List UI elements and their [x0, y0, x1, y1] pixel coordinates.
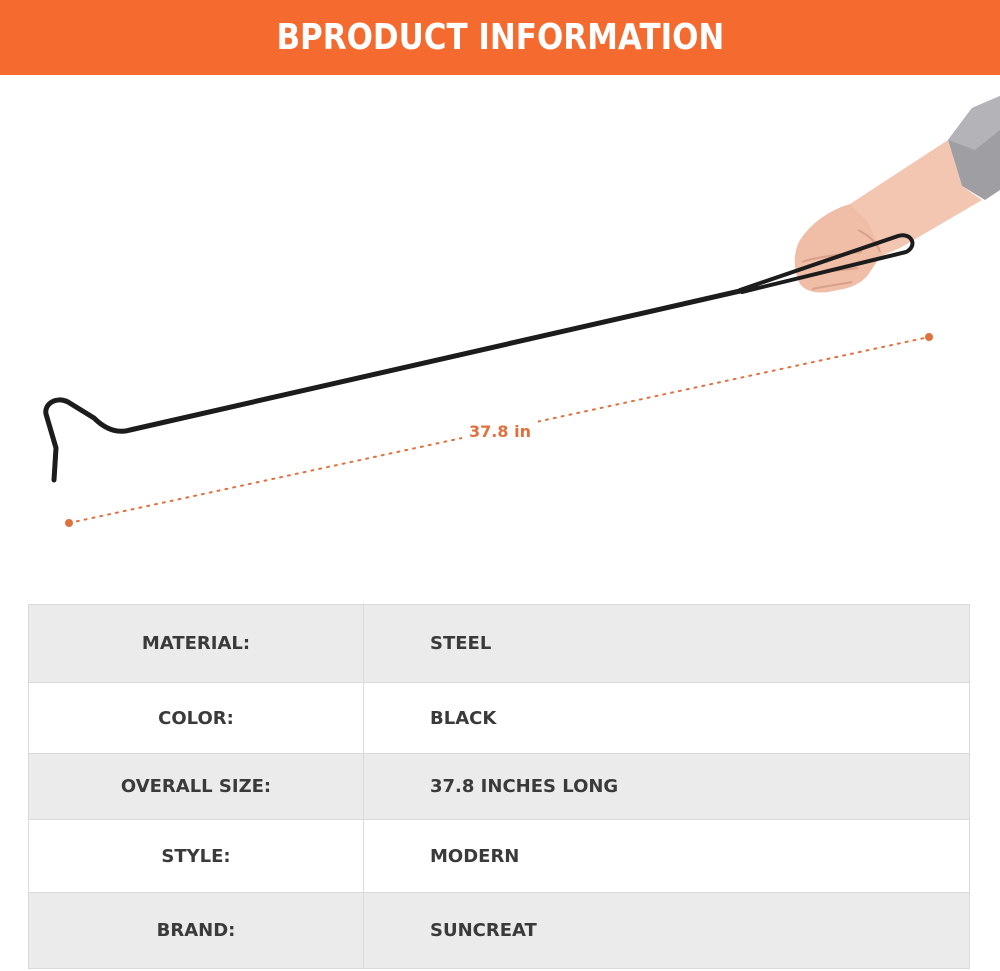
table-row [29, 754, 970, 820]
measurement-label: 37.8 in [469, 422, 531, 441]
spec-label: BRAND: [29, 893, 364, 969]
page-title: BPRODUCT INFORMATION [276, 17, 724, 58]
table-row [29, 683, 970, 754]
spec-value: STEEL [364, 605, 970, 683]
spec-value: SUNCREAT [364, 893, 970, 969]
spec-value: MODERN [364, 820, 970, 893]
spec-value: BLACK [364, 683, 970, 754]
spec-label: OVERALL SIZE: [29, 754, 364, 820]
product-illustration [0, 75, 1000, 595]
spec-label: COLOR: [29, 683, 364, 754]
spec-label: MATERIAL: [29, 605, 364, 683]
table-row [29, 893, 970, 969]
hand-icon [795, 140, 982, 292]
spec-value: 37.8 INCHES LONG [364, 754, 970, 820]
product-photo [0, 75, 1000, 595]
table-row [29, 820, 970, 893]
table-row [29, 605, 970, 683]
spec-label: STYLE: [29, 820, 364, 893]
header-banner [0, 0, 1000, 75]
spec-table [28, 604, 970, 969]
